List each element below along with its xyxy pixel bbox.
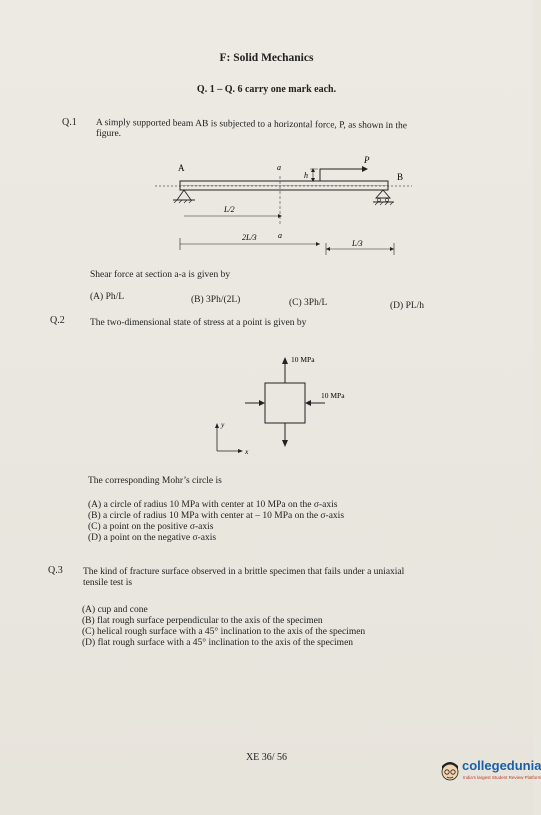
mascot-icon xyxy=(440,760,460,786)
stress-element-square xyxy=(265,383,305,423)
q2-stress-element-figure xyxy=(195,345,375,470)
q3-option-c: (C) helical rough surface with a 45° inclination to the axis of the specimen xyxy=(82,627,366,637)
q3-number: Q.3 xyxy=(48,565,63,576)
q2-option-b: (B) a circle of radius 10 MPa with center at – 10 MPa on the σ-axis xyxy=(88,511,345,521)
q2-question: The corresponding Mohr’s circle is xyxy=(88,476,222,486)
q3-option-a: (A) cup and cone xyxy=(82,605,148,615)
support-b-roller xyxy=(376,190,390,198)
q1-option-c: (C) 3Ph/L xyxy=(289,298,328,308)
q1-option-d: (D) PL/h xyxy=(390,301,425,311)
collegedunia-logo xyxy=(440,758,541,792)
dim-2L3: 2L/3 xyxy=(242,233,257,242)
q1-option-b: (B) 3Ph/(2L) xyxy=(191,295,241,305)
q1-text-line1: A simply supported beam AB is subjected to a horizontal force, P, as shown in the xyxy=(95,117,408,132)
bracket-arm xyxy=(320,169,346,181)
q2-text: The two-dimensional state of stress at a point is given by xyxy=(90,318,307,328)
support-a-pin xyxy=(177,190,191,200)
q1-beam-figure xyxy=(150,150,420,262)
q2-option-d: (D) a point on the negative σ-axis xyxy=(88,533,217,543)
dim-L3: L/3 xyxy=(352,239,363,248)
logo-tagline: India's largest Student Review Platform xyxy=(463,775,541,780)
q2-option-c: (C) a point on the positive σ-axis xyxy=(88,522,214,532)
q1-number: Q.1 xyxy=(62,117,77,128)
q2-number: Q.2 xyxy=(50,315,65,326)
q3-option-d: (D) flat rough surface with a 45° inclination to the axis of the specimen xyxy=(82,638,354,648)
marks-note: Q. 1 – Q. 6 carry one mark each. xyxy=(196,84,337,95)
q3-text-line1: The kind of fracture surface observed in a brittle specimen that fails under a uniaxial xyxy=(83,567,405,577)
label-P: P xyxy=(364,155,370,165)
dim-L2: L/2 xyxy=(224,205,235,214)
q2-option-a: (A) a circle of radius 10 MPa with center at 10 MPa on the σ-axis xyxy=(88,500,338,510)
q3-option-b: (B) flat rough surface perpendicular to the axis of the specimen xyxy=(82,616,323,626)
axis-x-label: x xyxy=(245,447,249,456)
label-a-bottom: a xyxy=(278,231,282,240)
q1-text-line2: figure. xyxy=(96,129,122,139)
page-footer: XE 36/ 56 xyxy=(245,752,288,763)
q3-text-line2: tensile test is xyxy=(83,578,133,588)
q1-option-a: (A) Ph/L xyxy=(90,292,125,302)
label-a-top: a xyxy=(277,163,281,172)
stress-top-label: 10 MPa xyxy=(291,355,315,364)
stress-right-label: 10 MPa xyxy=(321,391,345,400)
label-A: A xyxy=(178,163,185,173)
label-h: h xyxy=(304,171,308,180)
label-B: B xyxy=(397,172,404,182)
logo-brand: collegedunia xyxy=(462,758,541,773)
axis-y-label: y xyxy=(221,420,225,429)
section-title: F: Solid Mechanics xyxy=(219,52,314,64)
q1-question: Shear force at section a-a is given by xyxy=(90,270,231,280)
